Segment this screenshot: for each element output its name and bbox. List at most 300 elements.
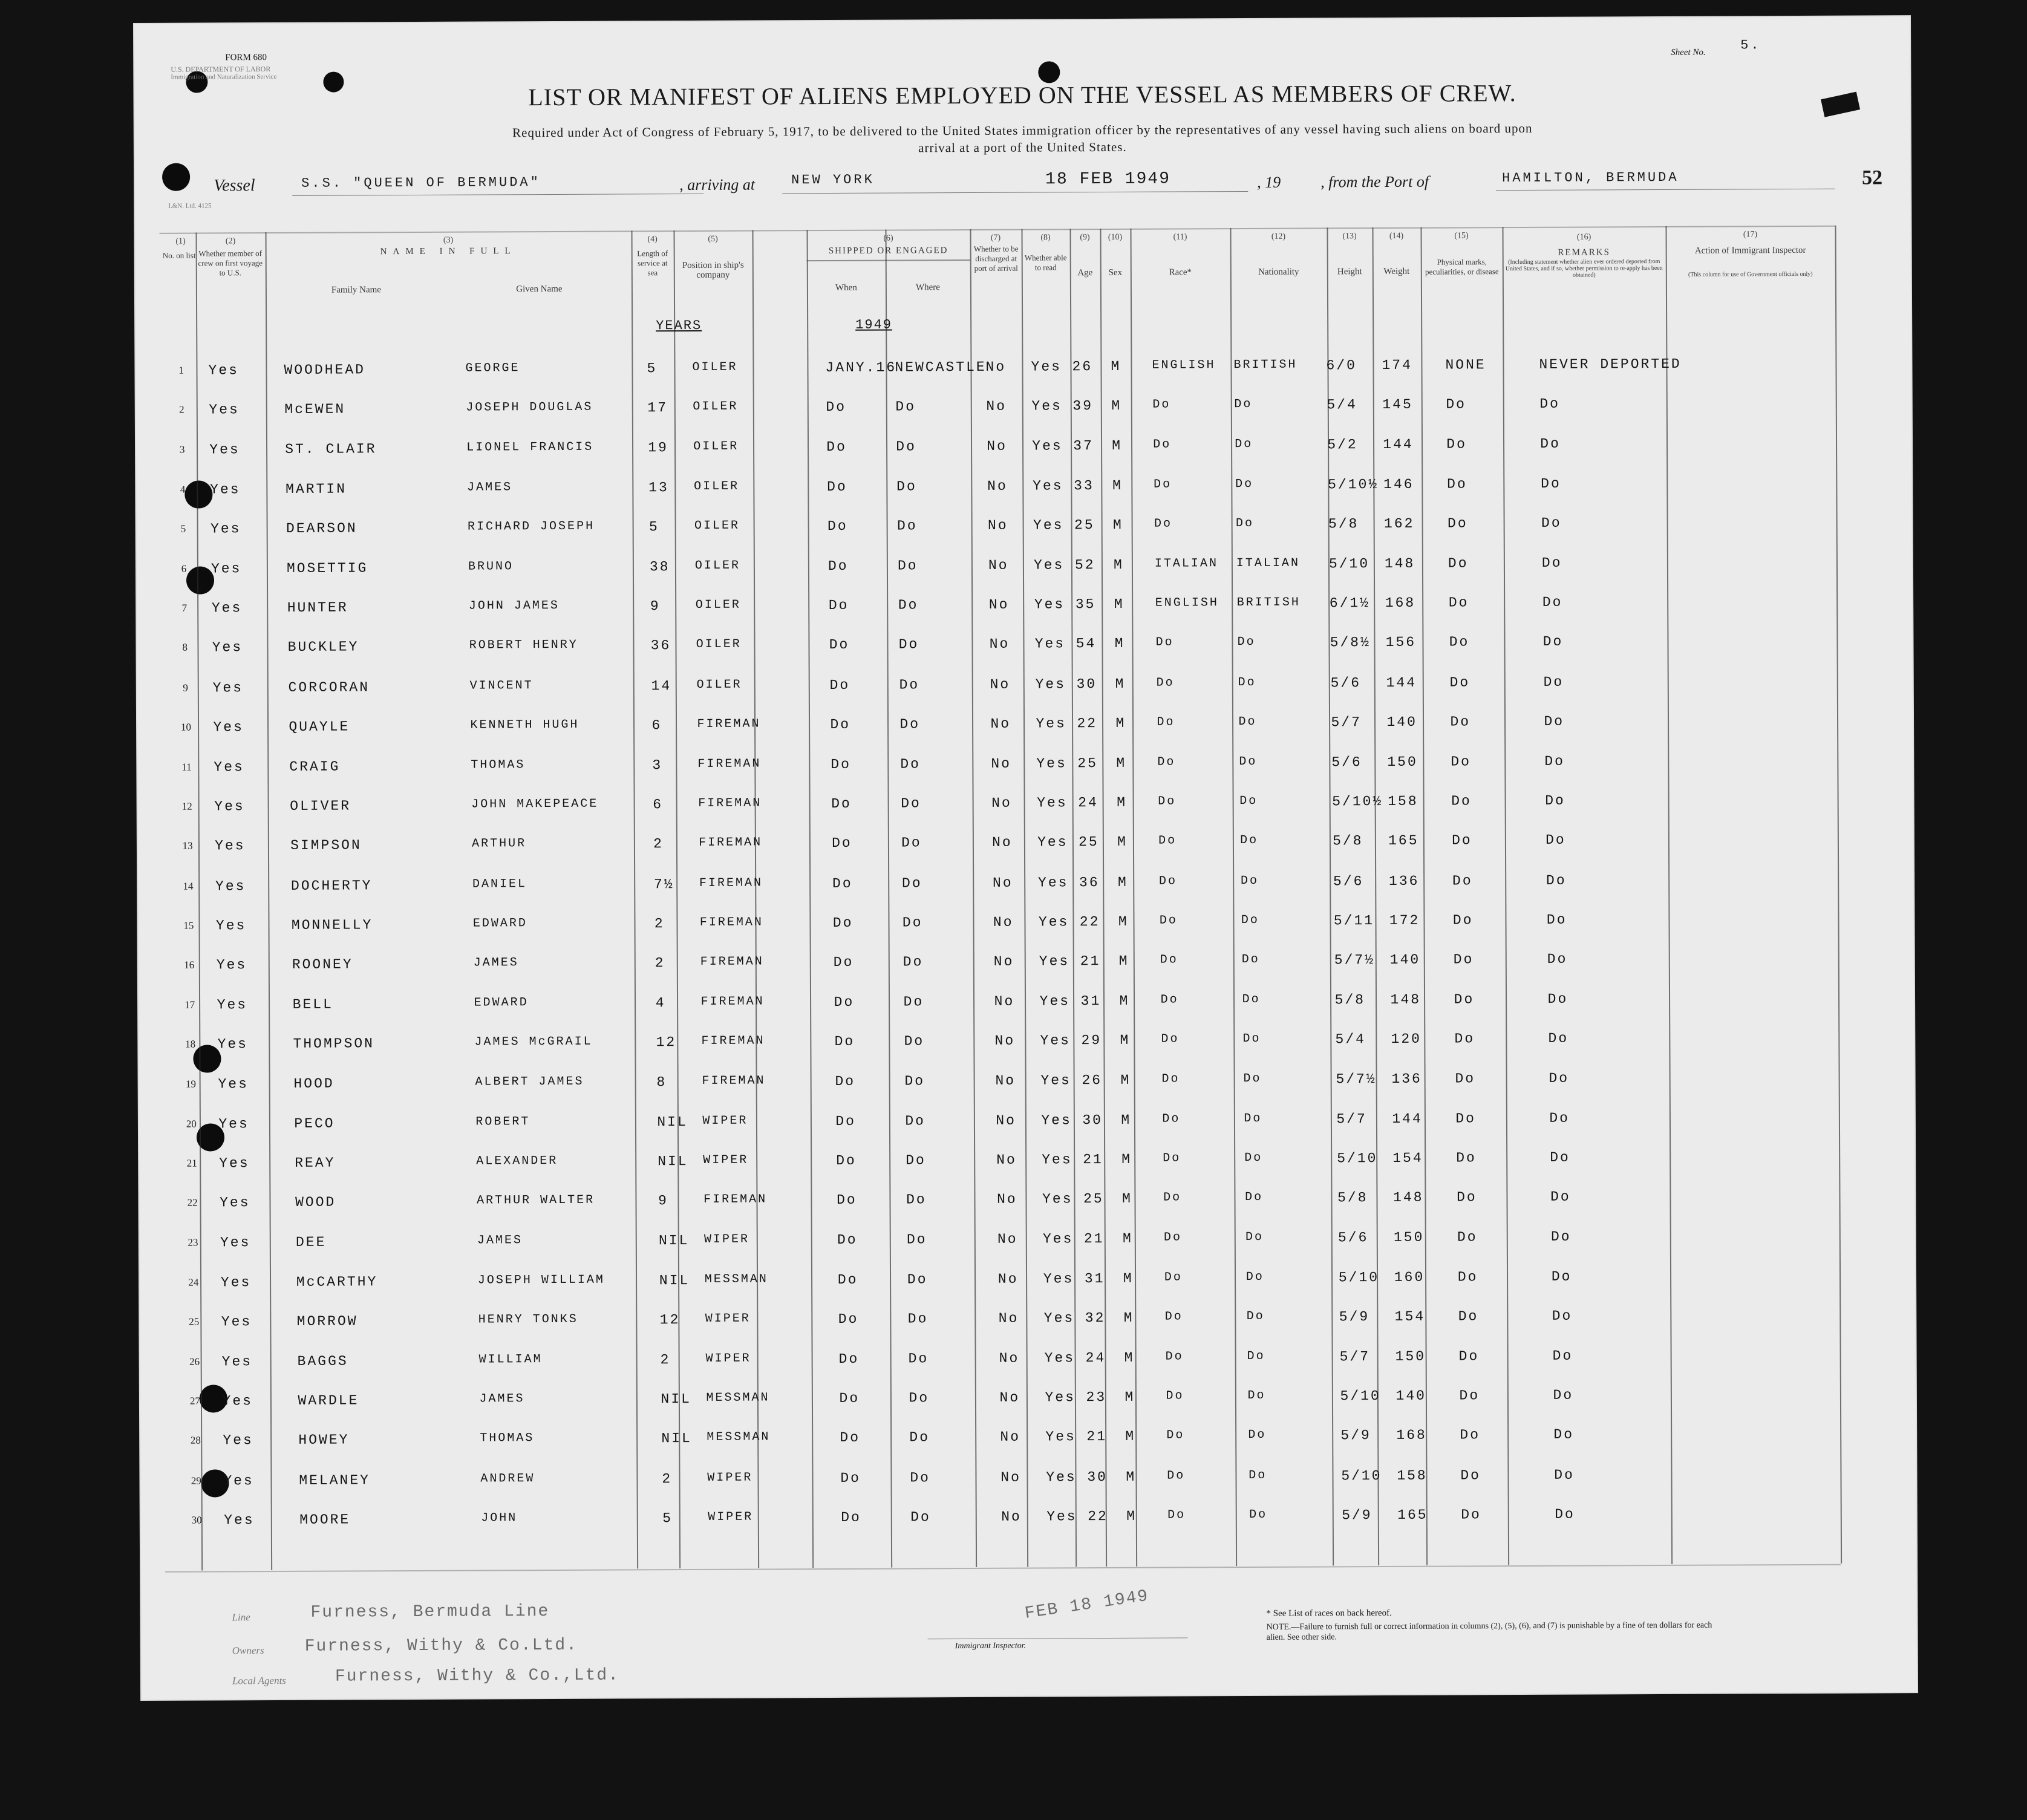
- shipped-engaged-rule: [807, 259, 970, 261]
- physical-marks-cell: Do: [1450, 714, 1471, 730]
- discharge-cell: No: [992, 834, 1013, 850]
- able-to-read-cell: Yes: [1042, 1191, 1073, 1207]
- race-cell: Do: [1154, 477, 1172, 492]
- sex-cell: M: [1118, 913, 1129, 930]
- col-divider: [1021, 229, 1028, 1567]
- shipped-where-cell: Do: [895, 399, 916, 415]
- col4-number: (4): [647, 235, 658, 244]
- weight-cell: 148: [1384, 555, 1415, 572]
- able-to-read-cell: Yes: [1036, 755, 1067, 772]
- shipped-where-cell: Do: [904, 1033, 925, 1049]
- row-number: 26: [189, 1355, 200, 1368]
- family-name-cell: WARDLE: [298, 1392, 359, 1409]
- year-engaged-subheader: 1949: [855, 317, 893, 333]
- service-length-cell: NIL: [661, 1430, 692, 1447]
- position-cell: WIPER: [703, 1232, 750, 1247]
- row-number: 21: [186, 1157, 197, 1169]
- height-cell: 5/8: [1328, 516, 1359, 532]
- service-length-cell: 36: [650, 638, 671, 654]
- physical-marks-cell: Do: [1457, 1189, 1477, 1205]
- sex-cell: M: [1125, 1428, 1136, 1444]
- given-name-cell: ALBERT JAMES: [475, 1074, 584, 1089]
- shipped-when-cell: Do: [837, 1271, 858, 1288]
- first-voyage-cell: Yes: [223, 1432, 253, 1449]
- height-cell: 5/7: [1331, 714, 1362, 731]
- physical-marks-cell: Do: [1448, 595, 1469, 611]
- nationality-cell: Do: [1246, 1309, 1265, 1323]
- service-length-cell: 6: [651, 717, 662, 734]
- height-cell: 5/10½: [1332, 794, 1383, 810]
- when-header: When: [835, 282, 857, 293]
- shipped-when-cell: Do: [829, 636, 850, 653]
- physical-marks-cell: Do: [1458, 1308, 1479, 1325]
- height-cell: 5/9: [1340, 1427, 1371, 1444]
- age-cell: 25: [1083, 1191, 1104, 1207]
- col-divider: [1372, 227, 1379, 1565]
- discharge-cell: No: [993, 953, 1014, 970]
- sex-cell: M: [1116, 755, 1127, 771]
- weight-cell: 156: [1385, 634, 1417, 650]
- col12-number: (12): [1271, 232, 1286, 241]
- shipped-when-cell: JANY.16: [825, 359, 897, 376]
- sex-cell: M: [1120, 1072, 1131, 1088]
- nationality-cell: Do: [1239, 794, 1258, 809]
- col9-header: Age: [1077, 268, 1093, 278]
- family-name-cell: MOORE: [299, 1512, 351, 1528]
- service-length-cell: NIL: [659, 1273, 690, 1289]
- position-cell: WIPER: [708, 1510, 754, 1524]
- row-number: 11: [181, 761, 192, 773]
- col8-number: (8): [1040, 233, 1051, 243]
- col-divider: [1835, 226, 1842, 1564]
- family-name-cell: HOWEY: [298, 1432, 350, 1448]
- discharge-cell: No: [985, 359, 1007, 375]
- position-cell: FIREMAN: [697, 717, 761, 731]
- family-name-cell: QUAYLE: [289, 719, 350, 735]
- position-cell: OILER: [694, 558, 740, 573]
- physical-marks-cell: Do: [1460, 1467, 1481, 1484]
- vessel-name: S.S. "QUEEN OF BERMUDA": [301, 175, 541, 191]
- position-cell: OILER: [695, 598, 741, 612]
- given-name-cell: VINCENT: [469, 679, 534, 693]
- nationality-cell: Do: [1249, 1507, 1268, 1522]
- nationality-cell: Do: [1238, 714, 1257, 729]
- race-cell: ENGLISH: [1155, 596, 1219, 610]
- sex-cell: M: [1115, 676, 1126, 692]
- weight-cell: 168: [1385, 595, 1416, 611]
- col10-number: (10): [1108, 232, 1123, 242]
- position-cell: FIREMAN: [702, 1074, 766, 1088]
- position-cell: MESSMAN: [706, 1391, 770, 1405]
- first-voyage-cell: Yes: [217, 997, 248, 1013]
- remarks-cell: Do: [1545, 792, 1565, 809]
- service-length-cell: NIL: [657, 1114, 688, 1130]
- given-name-cell: JAMES: [477, 1233, 523, 1248]
- remarks-cell: Do: [1546, 832, 1566, 848]
- height-cell: 5/9: [1342, 1507, 1373, 1524]
- service-length-cell: 8: [656, 1074, 667, 1091]
- family-name-cell: MOSETTIG: [286, 560, 368, 576]
- given-name-cell: RICHARD JOSEPH: [467, 519, 595, 534]
- remarks-cell: Do: [1548, 1030, 1569, 1046]
- family-name-cell: SIMPSON: [290, 837, 362, 853]
- race-cell: ENGLISH: [1152, 358, 1216, 373]
- shipped-when-cell: Do: [829, 677, 850, 693]
- age-cell: 25: [1077, 755, 1098, 772]
- discharge-cell: No: [997, 1271, 1019, 1287]
- col-divider: [1502, 227, 1509, 1565]
- race-cell: Do: [1166, 1428, 1185, 1443]
- nationality-cell: Do: [1244, 1111, 1262, 1126]
- age-cell: 22: [1077, 716, 1098, 732]
- col-divider: [1100, 229, 1107, 1567]
- first-voyage-cell: Yes: [218, 1076, 249, 1092]
- able-to-read-cell: Yes: [1034, 596, 1065, 613]
- able-to-read-cell: Yes: [1036, 716, 1066, 732]
- agents-value: Furness, Withy & Co.,Ltd.: [335, 1666, 620, 1686]
- age-cell: 33: [1074, 478, 1094, 494]
- nationality-cell: Do: [1248, 1427, 1267, 1442]
- physical-marks-cell: Do: [1452, 832, 1472, 849]
- able-to-read-cell: Yes: [1040, 1072, 1071, 1089]
- remarks-cell: Do: [1544, 753, 1565, 769]
- sex-cell: M: [1115, 715, 1126, 731]
- discharge-cell: No: [988, 596, 1010, 613]
- able-to-read-cell: Yes: [1042, 1231, 1074, 1247]
- row-number: 22: [187, 1196, 198, 1208]
- able-to-read-cell: Yes: [1039, 953, 1070, 970]
- col11-number: (11): [1173, 232, 1187, 242]
- col-divider: [266, 232, 273, 1570]
- nationality-cell: Do: [1247, 1388, 1266, 1403]
- service-length-cell: 5: [647, 360, 658, 377]
- sheet-number: 5.: [1740, 38, 1761, 53]
- service-length-cell: 2: [654, 955, 665, 971]
- service-name: Immigration and Naturalization Service: [171, 73, 277, 81]
- weight-cell: 140: [1389, 951, 1421, 968]
- first-voyage-cell: Yes: [210, 481, 241, 498]
- remarks-cell: Do: [1552, 1348, 1573, 1364]
- row-number: 9: [183, 682, 188, 694]
- row-number: 6: [181, 563, 187, 575]
- discharge-cell: No: [988, 557, 1009, 573]
- physical-marks-cell: Do: [1456, 1150, 1477, 1166]
- family-name-cell: CRAIG: [289, 758, 341, 775]
- weight-cell: 154: [1394, 1308, 1426, 1325]
- shipped-where-cell: Do: [898, 597, 919, 613]
- age-cell: 26: [1072, 359, 1093, 375]
- col12-header: Nationality: [1258, 267, 1299, 277]
- shipped-when-cell: Do: [838, 1311, 859, 1327]
- remarks-cell: Do: [1546, 912, 1567, 928]
- height-cell: 5/7: [1336, 1111, 1367, 1127]
- arriving-label: , arriving at: [679, 175, 756, 194]
- remarks-cell: Do: [1546, 872, 1567, 889]
- remarks-cell: Do: [1553, 1387, 1574, 1403]
- discharge-cell: No: [1000, 1429, 1021, 1445]
- family-name-cell: MELANEY: [299, 1472, 370, 1489]
- form-title: LIST OR MANIFEST OF ALIENS EMPLOYED ON THE VESSEL AS MEMBERS OF CREW.: [528, 79, 1516, 111]
- height-cell: 5/8: [1334, 992, 1366, 1008]
- able-to-read-cell: Yes: [1037, 795, 1068, 811]
- first-voyage-cell: Yes: [215, 838, 246, 854]
- col-divider: [1420, 227, 1428, 1565]
- discharge-cell: No: [997, 1191, 1017, 1207]
- height-cell: 5/2: [1327, 437, 1358, 453]
- race-cell: Do: [1153, 437, 1172, 452]
- remarks-cell: Do: [1554, 1467, 1575, 1483]
- service-length-cell: 5: [662, 1510, 673, 1527]
- family-name-cell: McCARTHY: [296, 1274, 378, 1290]
- race-cell: Do: [1156, 676, 1175, 690]
- nationality-cell: Do: [1241, 913, 1259, 928]
- race-cell: Do: [1160, 993, 1179, 1007]
- sex-cell: M: [1117, 833, 1128, 850]
- height-cell: 5/6: [1337, 1230, 1369, 1246]
- position-cell: OILER: [693, 439, 739, 454]
- col7-number: (7): [990, 233, 1001, 243]
- weight-cell: 168: [1396, 1427, 1427, 1443]
- age-cell: 25: [1074, 517, 1095, 533]
- col9-number: (9): [1080, 233, 1090, 243]
- nationality-cell: Do: [1245, 1270, 1264, 1285]
- position-cell: OILER: [692, 360, 738, 374]
- col4-header: Length of service at sea: [637, 249, 668, 278]
- given-name-cell: JOHN MAKEPEACE: [471, 797, 599, 812]
- able-to-read-cell: Yes: [1038, 914, 1069, 930]
- race-cell: Do: [1167, 1469, 1186, 1483]
- race-cell: ITALIAN: [1154, 556, 1218, 571]
- weight-cell: 144: [1383, 436, 1414, 452]
- family-name-cell: BUCKLEY: [287, 639, 359, 655]
- weight-cell: 120: [1391, 1031, 1422, 1047]
- first-voyage-cell: Yes: [210, 521, 241, 537]
- shipped-where-cell: Do: [899, 716, 921, 732]
- given-name-cell: WILLIAM: [478, 1352, 543, 1367]
- age-cell: 36: [1079, 875, 1100, 891]
- remarks-cell: Do: [1550, 1149, 1570, 1166]
- remarks-cell: Do: [1550, 1228, 1572, 1245]
- col17-header: Action of Immigrant Inspector: [1694, 245, 1806, 256]
- remarks-cell: Do: [1553, 1426, 1575, 1443]
- height-cell: 5/10: [1328, 556, 1370, 572]
- race-cell: Do: [1154, 517, 1173, 531]
- height-cell: 5/10: [1340, 1388, 1381, 1404]
- given-name-cell: LIONEL FRANCIS: [466, 440, 594, 455]
- year-label: , 19: [1257, 173, 1281, 191]
- weight-cell: 136: [1388, 873, 1420, 889]
- able-to-read-cell: Yes: [1039, 993, 1071, 1009]
- position-cell: MESSMAN: [704, 1272, 768, 1287]
- col15-number: (15): [1454, 231, 1469, 241]
- physical-marks-cell: Do: [1452, 873, 1473, 889]
- row-number: 2: [179, 403, 184, 416]
- col1-header: No. on list: [162, 250, 196, 260]
- able-to-read-cell: Yes: [1045, 1429, 1076, 1445]
- sex-cell: M: [1120, 1032, 1131, 1048]
- service-length-cell: 19: [648, 440, 668, 456]
- row-number: 27: [189, 1395, 201, 1407]
- col13-header: Height: [1337, 267, 1362, 277]
- family-name-cell: BELL: [292, 996, 333, 1013]
- sex-cell: M: [1114, 635, 1125, 651]
- position-cell: FIREMAN: [701, 1034, 765, 1048]
- age-cell: 23: [1086, 1389, 1107, 1406]
- row-number: 13: [182, 840, 193, 852]
- race-cell: Do: [1160, 953, 1178, 967]
- physical-marks-cell: Do: [1449, 674, 1470, 691]
- col16-header: REMARKS: [1558, 247, 1610, 258]
- col-divider: [970, 229, 977, 1567]
- service-length-cell: 38: [649, 559, 670, 575]
- height-cell: 5/9: [1339, 1309, 1370, 1325]
- row-number: 18: [185, 1038, 196, 1050]
- nationality-cell: Do: [1247, 1349, 1265, 1363]
- sex-cell: M: [1112, 437, 1123, 454]
- row-number: 20: [186, 1118, 197, 1130]
- nationality-cell: Do: [1238, 675, 1256, 690]
- shipped-when-cell: Do: [831, 795, 852, 812]
- shipped-where-cell: Do: [910, 1470, 930, 1486]
- family-name-cell: MARTIN: [286, 481, 347, 497]
- family-name-cell: MORROW: [296, 1313, 358, 1329]
- race-cell: Do: [1159, 913, 1178, 928]
- service-length-cell: 9: [658, 1193, 668, 1209]
- service-length-cell: 3: [652, 757, 663, 774]
- col-divider: [673, 230, 681, 1568]
- shipped-where-cell: Do: [906, 1192, 927, 1208]
- position-cell: WIPER: [702, 1114, 748, 1128]
- weight-cell: 172: [1389, 912, 1420, 928]
- discharge-cell: No: [1000, 1469, 1021, 1486]
- discharge-cell: No: [999, 1389, 1020, 1406]
- first-voyage-cell: Yes: [214, 798, 245, 815]
- weight-cell: 150: [1387, 754, 1418, 770]
- able-to-read-cell: Yes: [1040, 1032, 1071, 1049]
- nationality-cell: BRITISH: [1233, 357, 1297, 373]
- col-divider: [1130, 229, 1137, 1567]
- weight-cell: 165: [1388, 832, 1419, 849]
- sex-cell: M: [1122, 1190, 1132, 1207]
- row-number: 17: [184, 999, 195, 1011]
- row-number: 3: [179, 443, 185, 455]
- punch-hole: [1038, 61, 1060, 83]
- remarks-cell: Do: [1550, 1189, 1571, 1205]
- height-cell: 5/10: [1338, 1270, 1380, 1286]
- sex-cell: M: [1111, 397, 1122, 414]
- shipped-where-cell: Do: [896, 439, 916, 455]
- sex-cell: M: [1113, 556, 1124, 573]
- service-length-cell: 6: [653, 797, 664, 813]
- punch-hole: [162, 163, 190, 191]
- able-to-read-cell: Yes: [1046, 1509, 1077, 1525]
- given-name-cell: JOSEPH DOUGLAS: [466, 400, 593, 415]
- discharge-cell: No: [987, 478, 1008, 494]
- row-number: 7: [181, 602, 188, 614]
- service-length-cell: NIL: [661, 1391, 691, 1407]
- age-cell: 26: [1082, 1072, 1103, 1089]
- nationality-cell: Do: [1240, 833, 1259, 848]
- shipped-where-cell: Do: [909, 1390, 930, 1406]
- race-cell: Do: [1158, 833, 1177, 848]
- weight-cell: 160: [1394, 1269, 1425, 1285]
- footer-rule: [165, 1564, 1841, 1573]
- family-name-cell: HUNTER: [287, 599, 348, 616]
- age-cell: 24: [1078, 795, 1098, 811]
- race-cell: Do: [1163, 1230, 1183, 1245]
- remarks-cell: Do: [1541, 515, 1562, 531]
- sex-cell: M: [1121, 1112, 1132, 1128]
- row-number: 25: [189, 1316, 200, 1328]
- manifest-sheet: [134, 16, 1917, 1700]
- nationality-cell: Do: [1249, 1468, 1267, 1482]
- shipped-when-cell: Do: [826, 439, 847, 455]
- position-cell: FIREMAN: [698, 796, 762, 811]
- height-cell: 5/8½: [1330, 634, 1371, 651]
- first-voyage-cell: Yes: [218, 1116, 249, 1132]
- form-code: I.&N. Ltd. 4125: [168, 202, 212, 210]
- physical-marks-cell: Do: [1455, 1071, 1476, 1087]
- position-cell: WIPER: [705, 1351, 751, 1366]
- sex-cell: M: [1112, 477, 1123, 494]
- age-cell: 21: [1083, 1231, 1105, 1247]
- row-number: 14: [183, 880, 194, 892]
- given-name-cell: HENRY TONKS: [478, 1312, 578, 1327]
- age-cell: 35: [1075, 596, 1096, 613]
- race-cell: Do: [1158, 874, 1178, 889]
- shipped-where-cell: Do: [909, 1429, 930, 1446]
- weight-cell: 162: [1383, 515, 1415, 532]
- shipped-when-cell: Do: [836, 1152, 857, 1169]
- race-cell: Do: [1166, 1389, 1184, 1403]
- col2-header: Whether member of crew on first voyage to U.S.: [198, 249, 263, 278]
- race-footnote: * See List of races on back hereof.: [1266, 1608, 1392, 1619]
- physical-marks-cell: Do: [1460, 1427, 1481, 1443]
- able-to-read-cell: Yes: [1033, 517, 1064, 533]
- physical-marks-cell: Do: [1448, 555, 1469, 572]
- given-name-cell: ROBERT: [475, 1115, 530, 1129]
- weight-cell: 158: [1397, 1467, 1428, 1484]
- agents-label: Local Agents: [232, 1674, 286, 1687]
- service-length-cell: 2: [654, 916, 665, 932]
- row-number: 24: [188, 1276, 199, 1288]
- sex-cell: M: [1111, 358, 1121, 374]
- sex-cell: M: [1117, 794, 1128, 811]
- discharge-cell: No: [994, 1032, 1016, 1049]
- discharge-cell: No: [998, 1310, 1019, 1326]
- able-to-read-cell: Yes: [1045, 1389, 1076, 1406]
- nationality-cell: Do: [1237, 634, 1256, 650]
- sex-cell: M: [1121, 1151, 1132, 1167]
- nationality-cell: Do: [1240, 873, 1259, 889]
- discharge-cell: No: [994, 993, 1015, 1009]
- shipped-where-cell: Do: [906, 1231, 927, 1248]
- weight-cell: 140: [1386, 714, 1417, 730]
- shipped-when-cell: Do: [840, 1470, 861, 1486]
- physical-marks-cell: Do: [1452, 912, 1474, 928]
- family-name-cell: PECO: [294, 1115, 335, 1132]
- age-cell: 25: [1079, 834, 1099, 850]
- race-cell: Do: [1164, 1270, 1183, 1285]
- family-name-cell: BAGGS: [297, 1353, 348, 1369]
- weight-cell: 150: [1395, 1348, 1426, 1365]
- first-voyage-cell: Yes: [213, 719, 244, 736]
- penalty-note: NOTE.—Failure to furnish full or correct information in columns (2), (5), (6), and (7) is punishable by a fine of ten dollars for each alien. See other side.: [1266, 1620, 1712, 1642]
- first-voyage-cell: Yes: [224, 1512, 255, 1528]
- first-voyage-cell: Yes: [215, 878, 246, 895]
- height-cell: 5/10: [1337, 1150, 1378, 1167]
- discharge-cell: No: [996, 1152, 1017, 1168]
